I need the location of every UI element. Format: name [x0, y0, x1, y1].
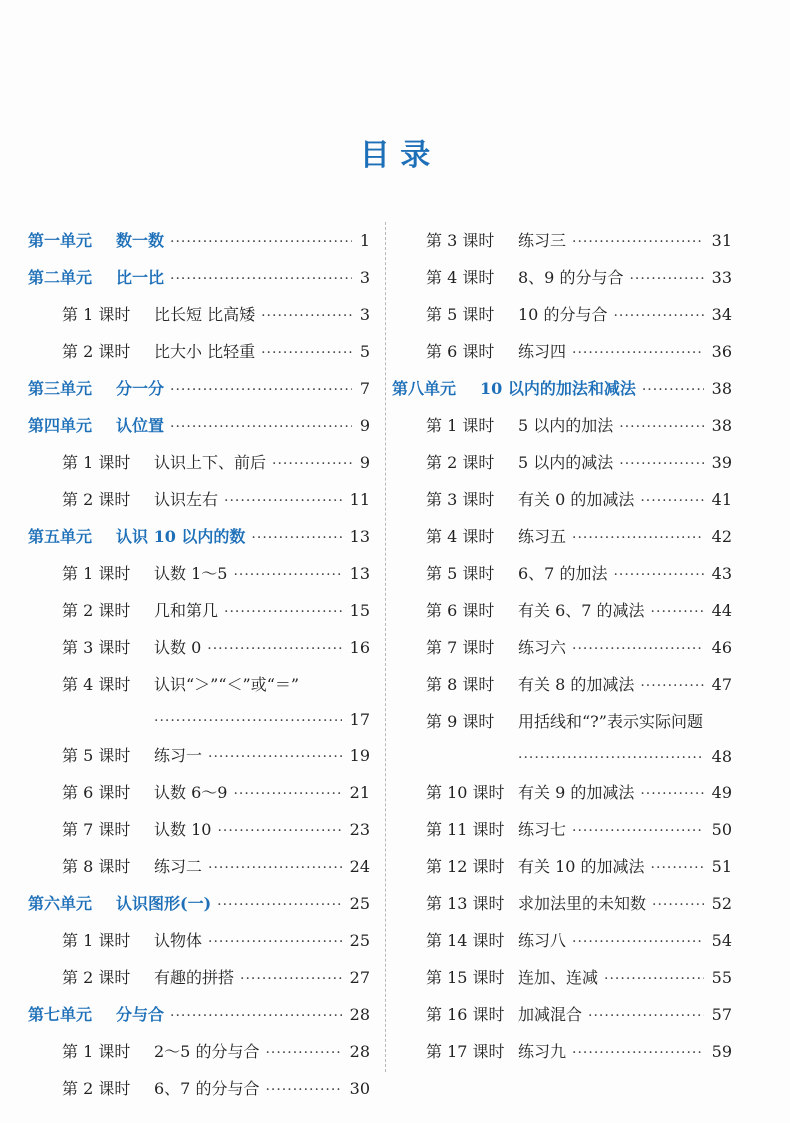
leader-dots [629, 261, 703, 298]
unit-label: 第五单元 [28, 527, 93, 546]
toc-lesson-row[interactable] [28, 666, 370, 703]
lesson-name: 认数 1～5 [154, 564, 228, 583]
toc-unit-row[interactable] [392, 370, 732, 407]
unit-name: 比一比 [116, 268, 165, 287]
lesson-name: 练习三 [518, 231, 567, 250]
toc-lesson-row[interactable] [392, 555, 732, 592]
leader-dots [652, 887, 704, 924]
toc-left-column [28, 222, 370, 1107]
page-number: 9 [359, 416, 370, 435]
page-number: 55 [711, 968, 732, 987]
page-number: 38 [711, 379, 732, 398]
toc-lesson-row[interactable] [392, 444, 732, 481]
toc-lesson-row[interactable] [28, 296, 370, 333]
lesson-label: 第 12 课时 [426, 857, 505, 876]
toc-lesson-row[interactable] [28, 481, 370, 518]
toc-unit-row[interactable] [28, 885, 370, 922]
toc-lesson-row[interactable] [392, 296, 732, 333]
page-number: 25 [349, 931, 370, 950]
toc-lesson-row[interactable] [392, 885, 732, 922]
lesson-name: 有关 9 的加减法 [518, 783, 635, 802]
lesson-name: 练习一 [154, 746, 203, 765]
toc-continuation [392, 740, 732, 774]
leader-dots [265, 1035, 341, 1072]
toc-lesson-row[interactable] [392, 259, 732, 296]
toc-lesson-row[interactable] [392, 811, 732, 848]
lesson-label: 第 5 课时 [62, 746, 131, 765]
toc-lesson-row[interactable] [392, 959, 732, 996]
toc-lesson-row[interactable] [392, 922, 732, 959]
page-number: 24 [349, 857, 370, 876]
toc-unit-row[interactable] [28, 996, 370, 1033]
page-number: 34 [711, 305, 732, 324]
lesson-name: 8、9 的分与合 [518, 268, 624, 287]
leader-dots [154, 704, 342, 738]
leader-dots [233, 776, 341, 813]
toc-unit-row[interactable] [28, 259, 370, 296]
unit-name: 分一分 [116, 379, 165, 398]
toc-unit-row[interactable] [28, 370, 370, 407]
lesson-label: 第 7 课时 [62, 820, 131, 839]
page-number: 30 [349, 1079, 370, 1098]
lesson-name: 6、7 的分与合 [154, 1079, 260, 1098]
lesson-name: 练习八 [518, 931, 567, 950]
lesson-name: 认数 0 [154, 638, 202, 657]
lesson-name: 练习二 [154, 857, 203, 876]
lesson-label: 第 2 课时 [426, 453, 495, 472]
lesson-label: 第 7 课时 [426, 638, 495, 657]
page-number: 1 [359, 231, 370, 250]
lesson-label: 第 2 课时 [62, 968, 131, 987]
leader-dots [651, 850, 704, 887]
lesson-label: 第 6 课时 [62, 783, 131, 802]
page-number: 33 [711, 268, 732, 287]
lesson-name: 用括线和“?”表示实际问题 [518, 712, 703, 731]
lesson-name: 有关 6、7 的减法 [518, 601, 645, 620]
leader-dots [170, 224, 352, 261]
page-number: 41 [711, 490, 732, 509]
page-number: 43 [711, 564, 732, 583]
lesson-label: 第 6 课时 [426, 342, 495, 361]
page-number: 15 [349, 601, 370, 620]
leader-dots [240, 961, 342, 998]
lesson-name: 6、7 的加法 [518, 564, 608, 583]
toc-lesson-row[interactable] [28, 737, 370, 774]
lesson-label: 第 17 课时 [426, 1042, 505, 1061]
toc-unit-row[interactable] [28, 407, 370, 444]
toc-lesson-row[interactable] [392, 703, 732, 740]
lesson-label: 第 2 课时 [62, 601, 131, 620]
leader-dots [208, 739, 342, 776]
lesson-label: 第 11 课时 [426, 820, 505, 839]
leader-dots [170, 409, 352, 446]
lesson-label: 第 1 课时 [62, 1042, 131, 1061]
leader-dots [651, 594, 704, 631]
page-number: 13 [349, 527, 370, 546]
toc-lesson-row[interactable] [392, 848, 732, 885]
lesson-label: 第 6 课时 [426, 601, 495, 620]
unit-name: 认位置 [116, 416, 165, 435]
leader-dots [572, 631, 704, 668]
leader-dots [642, 372, 704, 409]
lesson-label: 第 9 课时 [426, 712, 495, 731]
leader-dots [613, 557, 703, 594]
page-number: 25 [349, 894, 370, 913]
lesson-name: 认识左右 [154, 490, 219, 509]
lesson-name: 有关 10 的加减法 [518, 857, 645, 876]
unit-label: 第八单元 [392, 379, 457, 398]
leader-dots [572, 224, 704, 261]
page-number: 42 [711, 527, 732, 546]
leader-dots [224, 594, 342, 631]
toc-lesson-row[interactable] [392, 518, 732, 555]
leader-dots [170, 261, 352, 298]
page-number: 3 [359, 268, 370, 287]
leader-dots [588, 998, 704, 1035]
page-number: 16 [349, 638, 370, 657]
page-number: 46 [711, 638, 732, 657]
lesson-label: 第 1 课时 [62, 564, 131, 583]
lesson-label: 第 14 课时 [426, 931, 505, 950]
leader-dots [170, 372, 352, 409]
leader-dots [224, 483, 342, 520]
page-number: 38 [711, 416, 732, 435]
toc-lesson-row[interactable] [28, 959, 370, 996]
leader-dots [251, 520, 341, 557]
lesson-name: 练习七 [518, 820, 567, 839]
page-number: 47 [711, 675, 732, 694]
lesson-label: 第 3 课时 [426, 231, 495, 250]
leader-dots [572, 520, 704, 557]
lesson-name: 有趣的拼搭 [154, 968, 235, 987]
lesson-label: 第 5 课时 [426, 564, 495, 583]
unit-label: 第七单元 [28, 1005, 93, 1024]
lesson-label: 第 13 课时 [426, 894, 505, 913]
toc-lesson-row[interactable] [28, 592, 370, 629]
page-number: 54 [711, 931, 732, 950]
page-number: 28 [349, 1042, 370, 1061]
leader-dots [604, 961, 704, 998]
lesson-label: 第 3 课时 [62, 638, 131, 657]
leader-dots [572, 335, 704, 372]
leader-dots [272, 446, 352, 483]
page-number: 51 [711, 857, 732, 876]
toc-lesson-row[interactable] [28, 1033, 370, 1070]
lesson-label: 第 16 课时 [426, 1005, 505, 1024]
page-number: 27 [349, 968, 370, 987]
page-number: 31 [711, 231, 732, 250]
page-number: 49 [711, 783, 732, 802]
toc-lesson-row[interactable] [28, 555, 370, 592]
lesson-label: 第 5 课时 [426, 305, 495, 324]
leader-dots [217, 887, 341, 924]
leader-dots [208, 850, 342, 887]
page-number: 23 [349, 820, 370, 839]
page-number: 59 [711, 1042, 732, 1061]
leader-dots [208, 924, 342, 961]
lesson-name: 求加法里的未知数 [518, 894, 647, 913]
lesson-name: 10 的分与合 [518, 305, 608, 324]
lesson-label: 第 1 课时 [62, 305, 131, 324]
toc-lesson-row[interactable] [392, 996, 732, 1033]
page-number: 7 [359, 379, 370, 398]
column-divider [385, 222, 386, 1072]
leader-dots [572, 1035, 704, 1072]
lesson-label: 第 4 课时 [426, 268, 495, 287]
page-number: 52 [711, 894, 732, 913]
toc-lesson-row[interactable] [392, 407, 732, 444]
leader-dots [217, 813, 341, 850]
lesson-label: 第 3 课时 [426, 490, 495, 509]
unit-label: 第三单元 [28, 379, 93, 398]
lesson-name: 2～5 的分与合 [154, 1042, 260, 1061]
page-number: 50 [711, 820, 732, 839]
lesson-name: 连加、连减 [518, 968, 599, 987]
lesson-name: 有关 8 的加减法 [518, 675, 635, 694]
lesson-name: 认识“＞”“＜”或“＝” [154, 675, 300, 694]
lesson-name: 5 以内的减法 [518, 453, 614, 472]
lesson-name: 有关 0 的加减法 [518, 490, 635, 509]
page-number: 36 [711, 342, 732, 361]
lesson-name: 几和第几 [154, 601, 219, 620]
lesson-label: 第 8 课时 [62, 857, 131, 876]
lesson-label: 第 1 课时 [62, 453, 131, 472]
leader-dots [233, 557, 341, 594]
toc-lesson-row[interactable] [392, 1033, 732, 1070]
lesson-name: 练习六 [518, 638, 567, 657]
toc-lesson-row[interactable] [28, 811, 370, 848]
toc-lesson-row[interactable] [392, 592, 732, 629]
toc-continuation [28, 703, 370, 737]
toc-lesson-row[interactable] [28, 848, 370, 885]
toc-lesson-row[interactable] [28, 922, 370, 959]
page-number: 17 [349, 710, 370, 729]
page-number: 11 [349, 490, 370, 509]
lesson-label: 第 10 课时 [426, 783, 505, 802]
page-title: 目 录 [359, 138, 431, 173]
page-number: 39 [711, 453, 732, 472]
leader-dots [207, 631, 341, 668]
lesson-name: 练习五 [518, 527, 567, 546]
page-number: 9 [359, 453, 370, 472]
lesson-label: 第 2 课时 [62, 1079, 131, 1098]
page-number: 5 [359, 342, 370, 361]
leader-dots [261, 335, 352, 372]
page-number: 19 [349, 746, 370, 765]
lesson-label: 第 8 课时 [426, 675, 495, 694]
toc-right-column [392, 222, 732, 1070]
toc-lesson-row[interactable] [392, 481, 732, 518]
leader-dots [572, 813, 704, 850]
lesson-name: 认数 10 [154, 820, 212, 839]
lesson-name: 认识上下、前后 [154, 453, 267, 472]
lesson-name: 练习九 [518, 1042, 567, 1061]
toc-unit-row[interactable] [28, 518, 370, 555]
leader-dots [613, 298, 703, 335]
toc-lesson-row[interactable] [392, 666, 732, 703]
unit-label: 第四单元 [28, 416, 93, 435]
unit-name: 10 以内的加法和减法 [480, 379, 636, 398]
lesson-name: 加减混合 [518, 1005, 583, 1024]
lesson-name: 5 以内的加法 [518, 416, 614, 435]
lesson-name: 认物体 [154, 931, 203, 950]
leader-dots [572, 924, 704, 961]
toc-lesson-row[interactable] [392, 333, 732, 370]
lesson-name: 比长短 比高矮 [154, 305, 256, 324]
toc-lesson-row[interactable] [392, 629, 732, 666]
page-number: 48 [711, 747, 732, 766]
leader-dots [518, 741, 704, 775]
unit-label: 第二单元 [28, 268, 93, 287]
lesson-label: 第 2 课时 [62, 342, 131, 361]
unit-name: 认识 10 以内的数 [116, 527, 246, 546]
leader-dots [265, 1072, 341, 1109]
leader-dots [640, 776, 703, 813]
unit-name: 数一数 [116, 231, 165, 250]
lesson-name: 比大小 比轻重 [154, 342, 256, 361]
page-number: 21 [349, 783, 370, 802]
unit-label: 第一单元 [28, 231, 93, 250]
toc-lesson-row[interactable] [28, 333, 370, 370]
page-number: 13 [349, 564, 370, 583]
toc-lesson-row[interactable] [28, 629, 370, 666]
leader-dots [640, 668, 703, 705]
lesson-name: 认数 6～9 [154, 783, 228, 802]
toc-unit-row[interactable] [28, 222, 370, 259]
lesson-label: 第 1 课时 [62, 931, 131, 950]
lesson-label: 第 2 课时 [62, 490, 131, 509]
leader-dots [619, 446, 703, 483]
leader-dots [170, 998, 342, 1035]
lesson-label: 第 4 课时 [62, 675, 131, 694]
lesson-label: 第 1 课时 [426, 416, 495, 435]
page-number: 57 [711, 1005, 732, 1024]
toc-lesson-row[interactable] [28, 444, 370, 481]
toc-lesson-row[interactable] [28, 774, 370, 811]
page-number: 28 [349, 1005, 370, 1024]
page-number: 3 [359, 305, 370, 324]
toc-lesson-row[interactable] [392, 222, 732, 259]
page-number: 44 [711, 601, 732, 620]
leader-dots [261, 298, 352, 335]
leader-dots [619, 409, 703, 446]
unit-label: 第六单元 [28, 894, 93, 913]
unit-name: 分与合 [116, 1005, 165, 1024]
leader-dots [640, 483, 703, 520]
lesson-label: 第 4 课时 [426, 527, 495, 546]
lesson-label: 第 15 课时 [426, 968, 505, 987]
lesson-name: 练习四 [518, 342, 567, 361]
unit-name: 认识图形(一) [116, 894, 212, 913]
toc-lesson-row[interactable] [28, 1070, 370, 1107]
toc-lesson-row[interactable] [392, 774, 732, 811]
